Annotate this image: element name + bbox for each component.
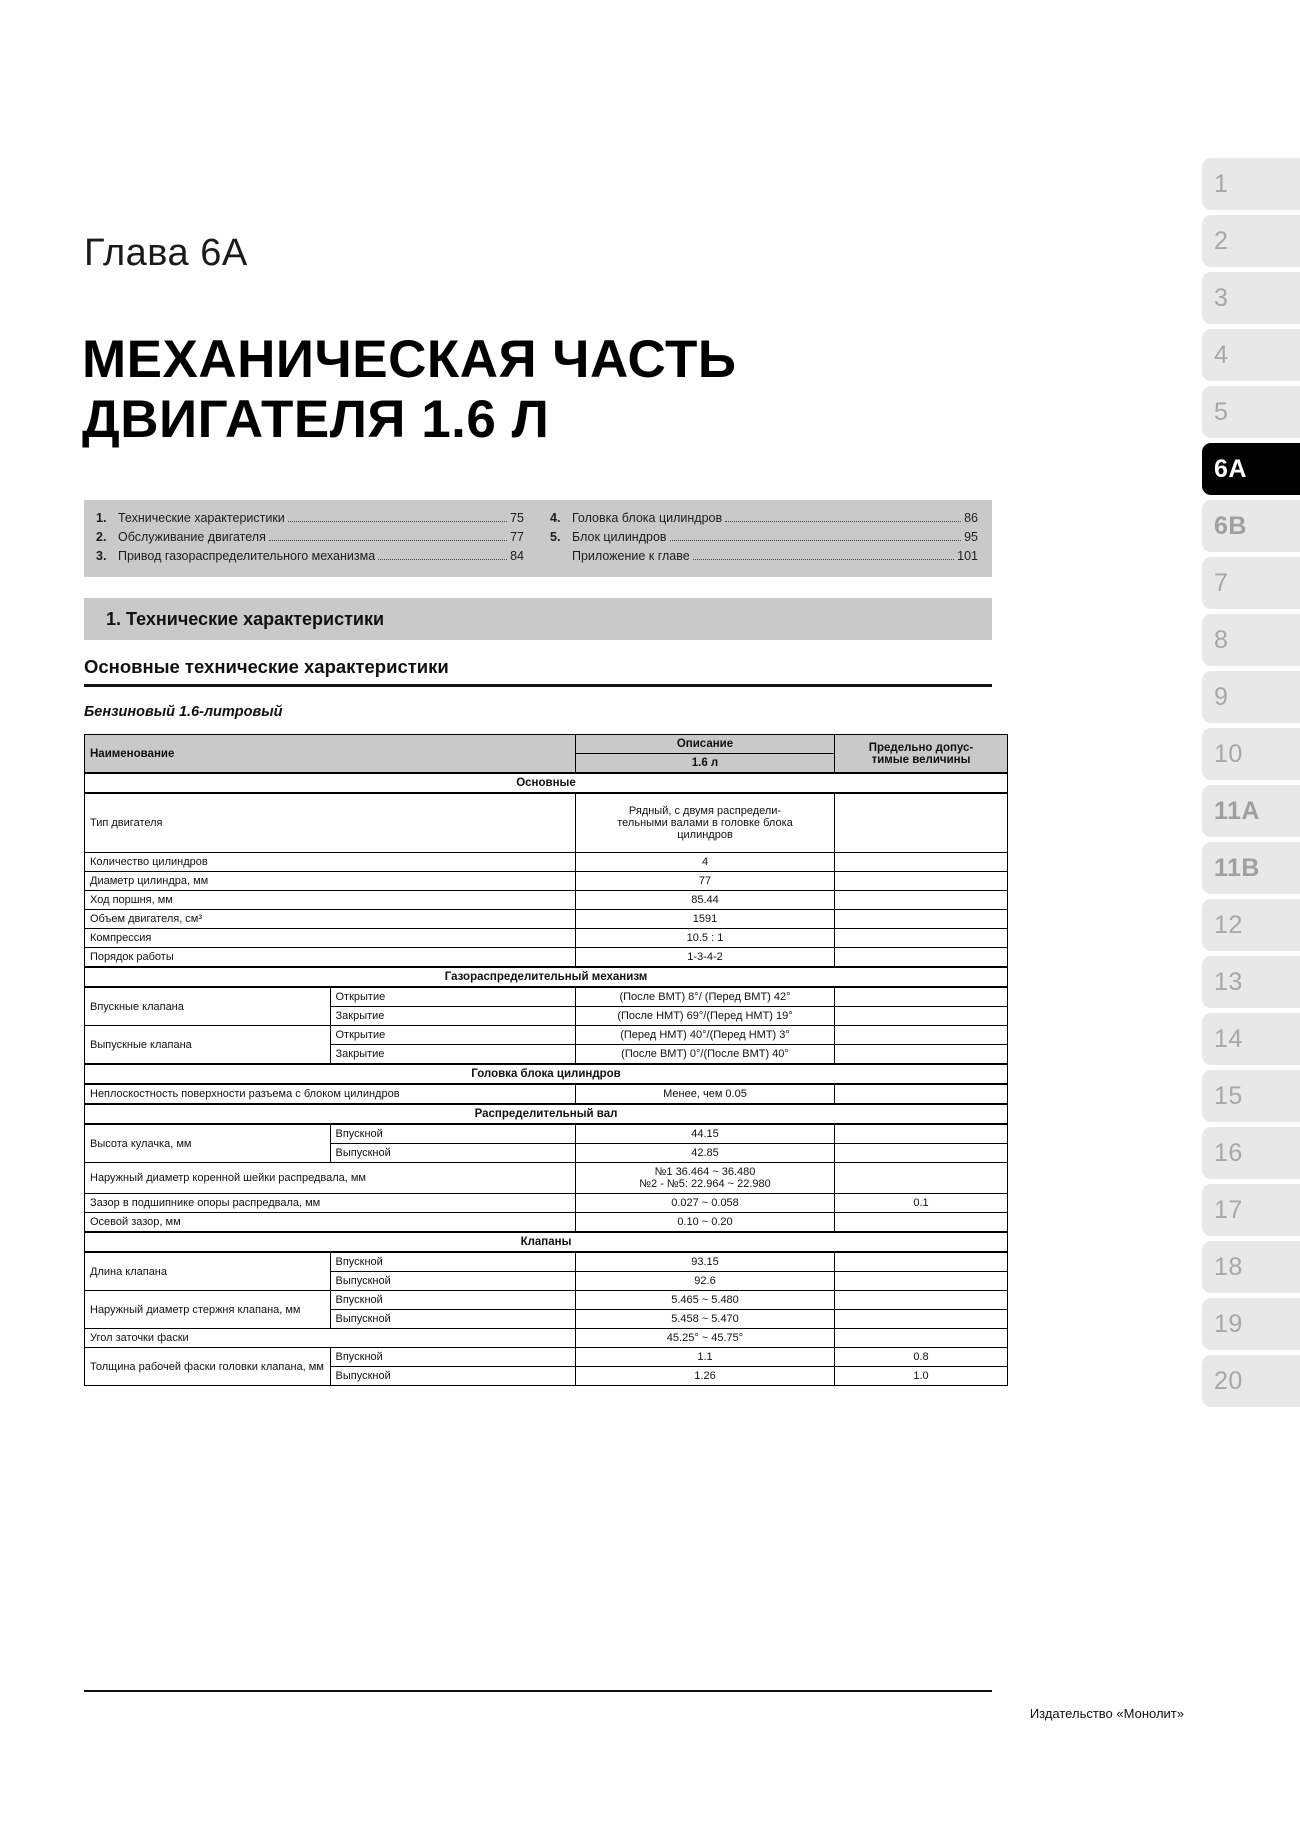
spec-limit-cell [835, 929, 1008, 948]
spec-name-cell: Выпускные клапана [85, 1026, 331, 1065]
toc-entry[interactable] [550, 547, 978, 566]
spec-subname-cell: Выпускной [330, 1367, 576, 1386]
column-header-limit-line1: Предельно допус- [868, 741, 974, 754]
chapter-tab-label: 8 [1214, 625, 1229, 654]
chapter-tab-label: 5 [1214, 397, 1229, 426]
spec-value-cell: 1-3-4-2 [576, 948, 835, 968]
toc-entry-leader [269, 540, 507, 541]
spec-subname-cell: Впускной [330, 1252, 576, 1272]
spec-name-cell: Высота кулачка, мм [85, 1124, 331, 1163]
spec-group-label: Распределительный вал [85, 1104, 1008, 1124]
table-row [85, 1194, 1008, 1213]
spec-value-cell: 4 [576, 853, 835, 872]
chapter-tab-label: 13 [1214, 967, 1243, 996]
chapter-tab-17[interactable] [1202, 1184, 1300, 1236]
toc-entry-leader [725, 521, 961, 522]
spec-subname-cell: Впускной [330, 1291, 576, 1310]
spec-name-cell: Наружный диаметр стержня клапана, мм [85, 1291, 331, 1329]
spec-group-row [85, 1232, 1008, 1252]
spec-group-row [85, 1064, 1008, 1084]
toc-entry-label: Головка блока цилиндров [572, 511, 723, 525]
table-row [85, 929, 1008, 948]
spec-value-cell: (После ВМТ) 8°/ (Перед ВМТ) 42° [576, 987, 835, 1007]
toc-column-right [538, 509, 992, 566]
table-row [85, 891, 1008, 910]
table-row [85, 910, 1008, 929]
spec-limit-cell [835, 1007, 1008, 1026]
spec-limit-cell [835, 1252, 1008, 1272]
toc-entry-number: 4. [550, 511, 561, 525]
spec-value-cell: 45.25° ~ 45.75° [576, 1329, 835, 1348]
toc-entry-number: 2. [96, 530, 107, 544]
chapter-tab-label: 7 [1214, 568, 1229, 597]
chapter-tab-label: 11A [1214, 796, 1260, 825]
spec-group-label: Головка блока цилиндров [85, 1064, 1008, 1084]
spec-limit-cell [835, 1084, 1008, 1104]
specifications-table [84, 734, 1008, 1386]
chapter-tab-13[interactable] [1202, 956, 1300, 1008]
spec-value-cell: 5.458 ~ 5.470 [576, 1310, 835, 1329]
spec-name-cell: Порядок работы [85, 948, 576, 968]
chapter-tab-14[interactable] [1202, 1013, 1300, 1065]
toc-entry-number: 3. [96, 549, 107, 563]
spec-value-cell: (После ВМТ) 0°/(После ВМТ) 40° [576, 1045, 835, 1065]
toc-entry[interactable] [550, 528, 978, 547]
chapter-tab-label: 20 [1214, 1366, 1243, 1395]
chapter-tab-label: 4 [1214, 340, 1229, 369]
table-of-contents [84, 500, 992, 577]
column-header-name: Наименование [85, 735, 576, 774]
column-header-limit [835, 735, 1008, 774]
spec-group-row [85, 1104, 1008, 1124]
table-row [85, 872, 1008, 891]
spec-limit-cell: 1.0 [835, 1367, 1008, 1386]
chapter-tab-5[interactable] [1202, 386, 1300, 438]
chapter-tab-label: 16 [1214, 1138, 1243, 1167]
chapter-tab-rail[interactable] [1202, 158, 1300, 1412]
spec-group-label: Клапаны [85, 1232, 1008, 1252]
spec-group-label: Газораспределительный механизм [85, 967, 1008, 987]
toc-entry-leader [288, 521, 507, 522]
table-row [85, 1026, 1008, 1045]
spec-name-cell: Неплоскостность поверхности разъема с блоком цилиндров [85, 1084, 576, 1104]
section-header-label: 1. Технические характеристики [106, 608, 385, 629]
spec-name-cell: Диаметр цилиндра, мм [85, 872, 576, 891]
chapter-tab-9[interactable] [1202, 671, 1300, 723]
spec-subname-cell: Закрытие [330, 1045, 576, 1065]
spec-limit-cell [835, 853, 1008, 872]
footer-divider [84, 1690, 992, 1692]
page-title-line2: ДВИГАТЕЛЯ 1.6 Л [82, 389, 550, 449]
toc-entry[interactable] [96, 547, 524, 566]
chapter-tab-label: 1 [1214, 169, 1229, 198]
spec-table-body [85, 773, 1008, 1386]
toc-entry-label: Обслуживание двигателя [118, 530, 266, 544]
spec-name-cell: Количество цилиндров [85, 853, 576, 872]
toc-entry-page: 95 [964, 530, 978, 544]
chapter-tab-label: 6B [1214, 511, 1247, 540]
chapter-tab-12[interactable] [1202, 899, 1300, 951]
table-row [85, 1252, 1008, 1272]
toc-entry-label: Приложение к главе [572, 549, 690, 563]
chapter-tab-label: 2 [1214, 226, 1229, 255]
chapter-tab-18[interactable] [1202, 1241, 1300, 1293]
toc-entry-page: 101 [957, 549, 978, 563]
spec-name-cell: Ход поршня, мм [85, 891, 576, 910]
subsection-heading: Основные технические характеристики [84, 656, 992, 687]
table-row [85, 1124, 1008, 1144]
spec-limit-cell [835, 1213, 1008, 1233]
table-row [85, 793, 1008, 853]
chapter-tab-label: 6A [1214, 454, 1247, 483]
table-row [85, 987, 1008, 1007]
spec-limit-cell [835, 1144, 1008, 1163]
engine-variant-label: Бензиновый 1.6-литровый [84, 704, 283, 720]
publisher-footer: Издательство «Монолит» [1029, 1706, 1184, 1721]
table-row [85, 853, 1008, 872]
chapter-tab-2[interactable] [1202, 215, 1300, 267]
spec-limit-cell [835, 1163, 1008, 1194]
spec-name-cell: Угол заточки фаски [85, 1329, 576, 1348]
spec-group-row [85, 773, 1008, 793]
spec-limit-cell: 0.1 [835, 1194, 1008, 1213]
spec-limit-cell [835, 910, 1008, 929]
spec-limit-cell [835, 1310, 1008, 1329]
chapter-tab-label: 12 [1214, 910, 1243, 939]
spec-table-head [85, 735, 1008, 774]
spec-value-cell: 93.15 [576, 1252, 835, 1272]
toc-entry-label: Блок цилиндров [572, 530, 667, 544]
spec-name-cell: Длина клапана [85, 1252, 331, 1291]
spec-value-cell: (После НМТ) 69°/(Перед НМТ) 19° [576, 1007, 835, 1026]
toc-entry-page: 77 [510, 530, 524, 544]
chapter-tab-11a[interactable] [1202, 785, 1300, 837]
spec-name-cell: Осевой зазор, мм [85, 1213, 576, 1233]
toc-entry-label: Привод газораспределительного механизма [118, 549, 376, 563]
section-header-bar [84, 598, 992, 640]
spec-subname-cell: Выпускной [330, 1272, 576, 1291]
chapter-tab-19[interactable] [1202, 1298, 1300, 1350]
table-row [85, 1084, 1008, 1104]
spec-value-cell: №1 36.464 ~ 36.480 №2 - №5: 22.964 ~ 22.980 [576, 1163, 835, 1194]
spec-value-cell: Рядный, с двумя распредели- тельными валами в головке блока цилиндров [576, 793, 835, 853]
spec-subname-cell: Выпускной [330, 1144, 576, 1163]
chapter-tab-label: 14 [1214, 1024, 1243, 1053]
spec-name-cell: Зазор в подшипнике опоры распредвала, мм [85, 1194, 576, 1213]
spec-value-cell: 5.465 ~ 5.480 [576, 1291, 835, 1310]
chapter-tab-label: 18 [1214, 1252, 1243, 1281]
spec-limit-cell [835, 1329, 1008, 1348]
spec-subname-cell: Закрытие [330, 1007, 576, 1026]
spec-value-cell: 0.027 ~ 0.058 [576, 1194, 835, 1213]
chapter-tab-11b[interactable] [1202, 842, 1300, 894]
spec-value-cell: Менее, чем 0.05 [576, 1084, 835, 1104]
spec-limit-cell [835, 872, 1008, 891]
chapter-tab-8[interactable] [1202, 614, 1300, 666]
spec-subname-cell: Впускной [330, 1124, 576, 1144]
chapter-tab-3[interactable] [1202, 272, 1300, 324]
chapter-tab-label: 19 [1214, 1309, 1243, 1338]
chapter-tab-15[interactable] [1202, 1070, 1300, 1122]
spec-name-cell: Впускные клапана [85, 987, 331, 1026]
toc-entry[interactable] [96, 509, 524, 528]
spec-group-row [85, 967, 1008, 987]
spec-subname-cell: Выпускной [330, 1310, 576, 1329]
spec-value-cell: 85.44 [576, 891, 835, 910]
spec-limit-cell [835, 891, 1008, 910]
spec-subname-cell: Открытие [330, 1026, 576, 1045]
spec-name-cell: Объем двигателя, см³ [85, 910, 576, 929]
toc-entry-page: 75 [510, 511, 524, 525]
table-row [85, 1213, 1008, 1233]
spec-value-cell: 42.85 [576, 1144, 835, 1163]
spec-limit-cell [835, 1272, 1008, 1291]
chapter-tab-6a[interactable] [1202, 443, 1300, 495]
table-row [85, 1329, 1008, 1348]
spec-limit-cell [835, 1291, 1008, 1310]
toc-entry-number: 1. [96, 511, 107, 525]
spec-value-cell: 1.26 [576, 1367, 835, 1386]
spec-limit-cell [835, 1026, 1008, 1045]
spec-limit-cell [835, 793, 1008, 853]
chapter-tab-label: 9 [1214, 682, 1229, 711]
column-header-description: Описание [576, 735, 835, 754]
spec-value-cell: 1.1 [576, 1348, 835, 1367]
spec-table-header-row-1 [85, 735, 1008, 754]
spec-subname-cell: Открытие [330, 987, 576, 1007]
chapter-tab-1[interactable] [1202, 158, 1300, 210]
chapter-tab-16[interactable] [1202, 1127, 1300, 1179]
chapter-label: Глава 6А [84, 232, 248, 274]
spec-value-cell: (Перед НМТ) 40°/(Перед НМТ) 3° [576, 1026, 835, 1045]
toc-column-left [84, 509, 538, 566]
toc-entry-page: 84 [510, 549, 524, 563]
spec-value-cell: 44.15 [576, 1124, 835, 1144]
chapter-tab-label: 15 [1214, 1081, 1243, 1110]
page-title [82, 330, 1002, 450]
chapter-tab-10[interactable] [1202, 728, 1300, 780]
chapter-tab-20[interactable] [1202, 1355, 1300, 1407]
toc-entry[interactable] [550, 509, 978, 528]
chapter-tab-7[interactable] [1202, 557, 1300, 609]
toc-entry-page: 86 [964, 511, 978, 525]
spec-name-cell: Толщина рабочей фаски головки клапана, мм [85, 1348, 331, 1386]
toc-entry-leader [693, 559, 954, 560]
spec-value-cell: 77 [576, 872, 835, 891]
column-header-description-sub: 1.6 л [576, 754, 835, 774]
spec-limit-cell [835, 948, 1008, 968]
chapter-tab-label: 3 [1214, 283, 1229, 312]
toc-entry-label: Технические характеристики [118, 511, 285, 525]
spec-name-cell: Компрессия [85, 929, 576, 948]
spec-value-cell: 1591 [576, 910, 835, 929]
chapter-tab-label: 17 [1214, 1195, 1243, 1224]
toc-entry-leader [378, 559, 507, 560]
toc-entry-leader [670, 540, 962, 541]
spec-group-label: Основные [85, 773, 1008, 793]
table-row [85, 948, 1008, 968]
toc-entry-number: 5. [550, 530, 561, 544]
spec-value-cell: 92.6 [576, 1272, 835, 1291]
spec-limit-cell [835, 1045, 1008, 1065]
spec-limit-cell: 0.8 [835, 1348, 1008, 1367]
toc-entry[interactable] [96, 528, 524, 547]
spec-subname-cell: Впускной [330, 1348, 576, 1367]
chapter-tab-4[interactable] [1202, 329, 1300, 381]
spec-value-cell: 10.5 : 1 [576, 929, 835, 948]
table-row [85, 1348, 1008, 1367]
spec-value-cell: 0.10 ~ 0.20 [576, 1213, 835, 1233]
table-row [85, 1291, 1008, 1310]
page-title-line1: МЕХАНИЧЕСКАЯ ЧАСТЬ [82, 330, 737, 389]
chapter-tab-label: 10 [1214, 739, 1243, 768]
spec-limit-cell [835, 1124, 1008, 1144]
spec-name-cell: Наружный диаметр коренной шейки распредвала, мм [85, 1163, 576, 1194]
column-header-limit-line2: тимые величины [871, 753, 971, 766]
chapter-tab-label: 11B [1214, 853, 1260, 882]
chapter-tab-6b[interactable] [1202, 500, 1300, 552]
spec-name-cell: Тип двигателя [85, 793, 576, 853]
table-row [85, 1163, 1008, 1194]
spec-limit-cell [835, 987, 1008, 1007]
